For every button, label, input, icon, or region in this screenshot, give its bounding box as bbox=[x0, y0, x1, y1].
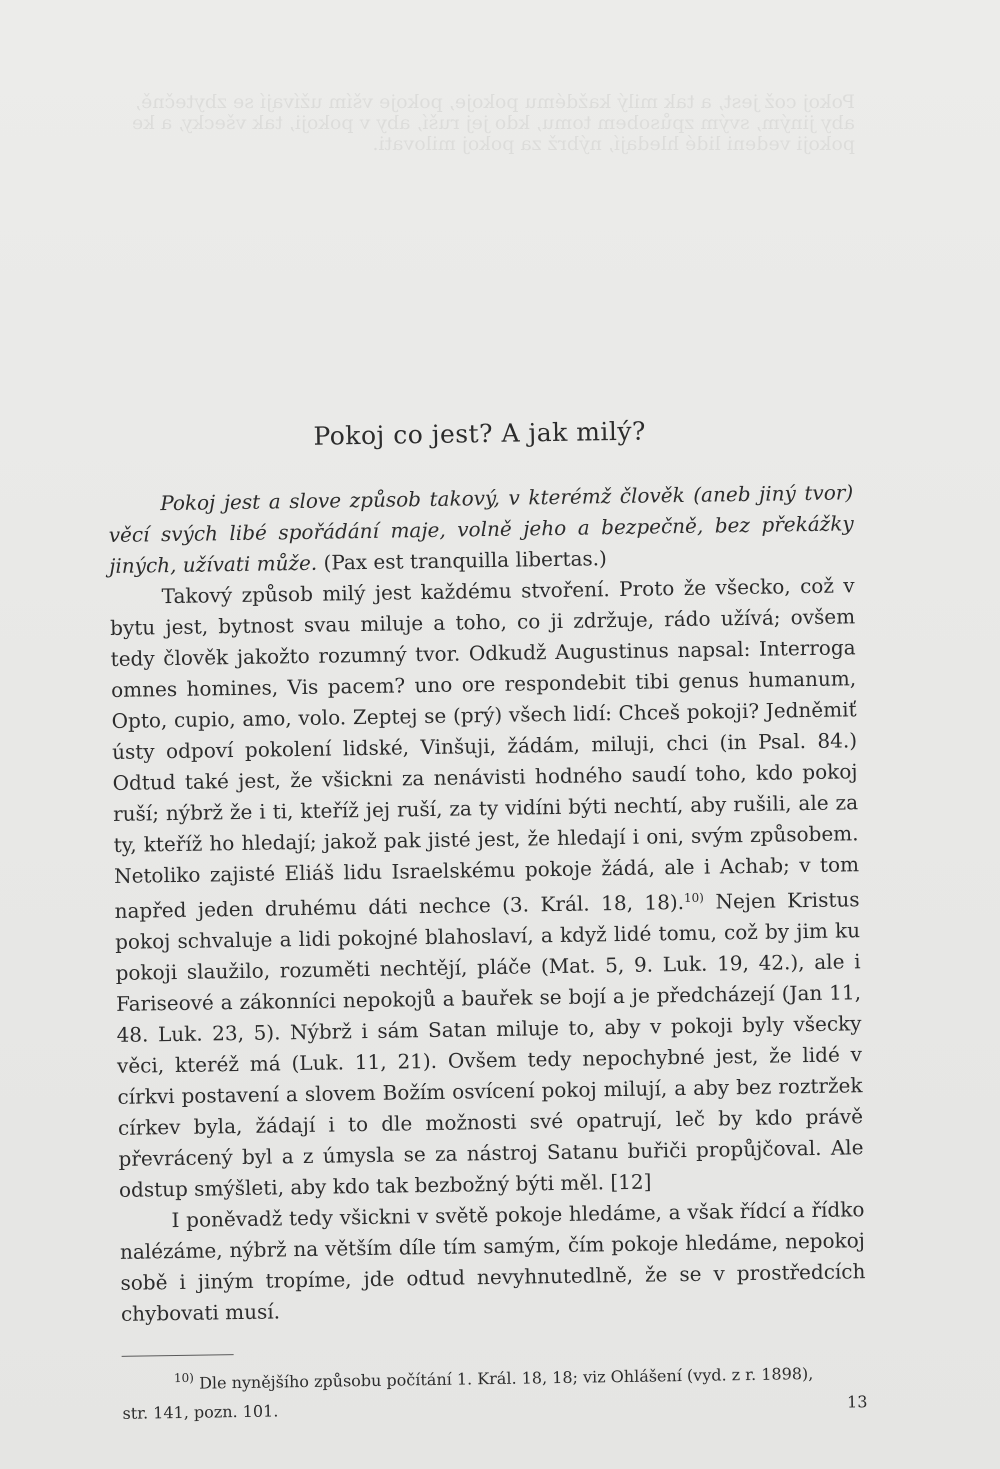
page-content bbox=[107, 413, 868, 1428]
definition-paragraph bbox=[108, 477, 854, 582]
footnote-divider bbox=[122, 1354, 234, 1357]
chapter-title: Pokoj co jest? A jak milý? bbox=[313, 416, 647, 451]
body-paragraph-2: I poněvadž tedy všickni v světě pokoje hledáme, a však řídcí a řídko nalézáme, nýbrž na větším díle tím samým, čím pokoje hledáme, nepokoj sobě i jiným tropíme, jde odtud nevyhnutedlně, že se v prostředcích chybovati musí. bbox=[119, 1197, 866, 1326]
paragraph-1-text: Takový způsob milý jest každému stvoření. Proto že všecko, což v bytu jest, bytnost svau miluje a toho, co ji zdržuje, rádo užívá; ovšem tedy člověk jakožto rozumný tvor. Odkudž Augustinus napsal: Interroga omnes homines, Vis pacem? uno ore respondebit tibi genus humanum, Opto, cupio, amo, volo. Zeptej se (prý) všech lidí: Chceš pokoji? Jedněmiť ústy odpoví pokolení lidské, Vinšuji, žádám, miluji, chci (in Psal. 84.) Odtud také jest, že všickni za nenávisti hodného saudí toho, kdo pokoj ruší; nýbrž že i ti, kteříž jej ruší, za ty vidíni býti nechtí, aby rušili, ale za ty, kteříž ho hledají; jakož pak jisté jest, že hledají i oni, svým způsobem. Netoliko zajisté Eliáš lidu Israelskému pokoje žádá, ale i Achab; v tom napřed jeden druhému dáti nechce (3. Král. 18, 18). bbox=[110, 573, 860, 923]
definition-italic: Pokoj jest a slove způsob takový, v kterémž člověk (aneb jiný tvor) věcí svých libé spořádání maje, volně jeho a bezpečně, bez překážky jiných, užívati může. bbox=[108, 480, 854, 578]
body-paragraph-1 bbox=[109, 570, 864, 1206]
definition-latin: (Pax est tranquilla libertas.) bbox=[323, 546, 608, 575]
bleed-through-text: Pokoj což jest, a tak milý každému pokoje, pokoje vším užívají se zbytečně, aby jiným, svým způsobem tomu, kdo jej ruší, aby v pokoji, tak všecky, a ke pokoji vedeni lidé hledají, nýbrž za pokoj milovati. bbox=[132, 91, 855, 155]
footnote-reference: 10) bbox=[683, 890, 705, 905]
footnote-marker: 10) bbox=[173, 1370, 195, 1386]
footnote-text: Dle nynějšího způsobu počítání 1. Král. 18, 18; viz Ohlášení (vyd. z r. 1898), bbox=[198, 1364, 814, 1393]
paragraph-1-continuation: Nejen Kristus pokoj schvaluje a lidi pokojné blahoslaví, a když lidé tomu, což by jim ku pokoji slaužilo, rozuměti nechtějí, pláče (Mat. 5, 9. Luk. 19, 42.), ale i Fariseové a zákonníci nepokojů a bauřek se bojí a je předcházejí (Jan 11, 48. Luk. 23, 5). Nýbrž i sám Satan miluje to, aby v pokoji byly všecky věci, kteréž má (Luk. 11, 21). Ovšem tedy nepochybné jest, že lidé v církvi postavení a slovem Božím osvícení pokoj milují, a aby bez roztržek církev byla, žádají i to dle možnosti své opatrují, leč by kdo právě převrácený byl a z úmysla se za nástroj Satanu buřiči propůjčoval. Ale odstup smýšleti, aby kdo tak bezbožný býti měl. [12] bbox=[114, 887, 864, 1202]
page-number: 13 bbox=[846, 1392, 868, 1412]
footnote-last-line: str. 141, pozn. 101. bbox=[122, 1401, 279, 1423]
